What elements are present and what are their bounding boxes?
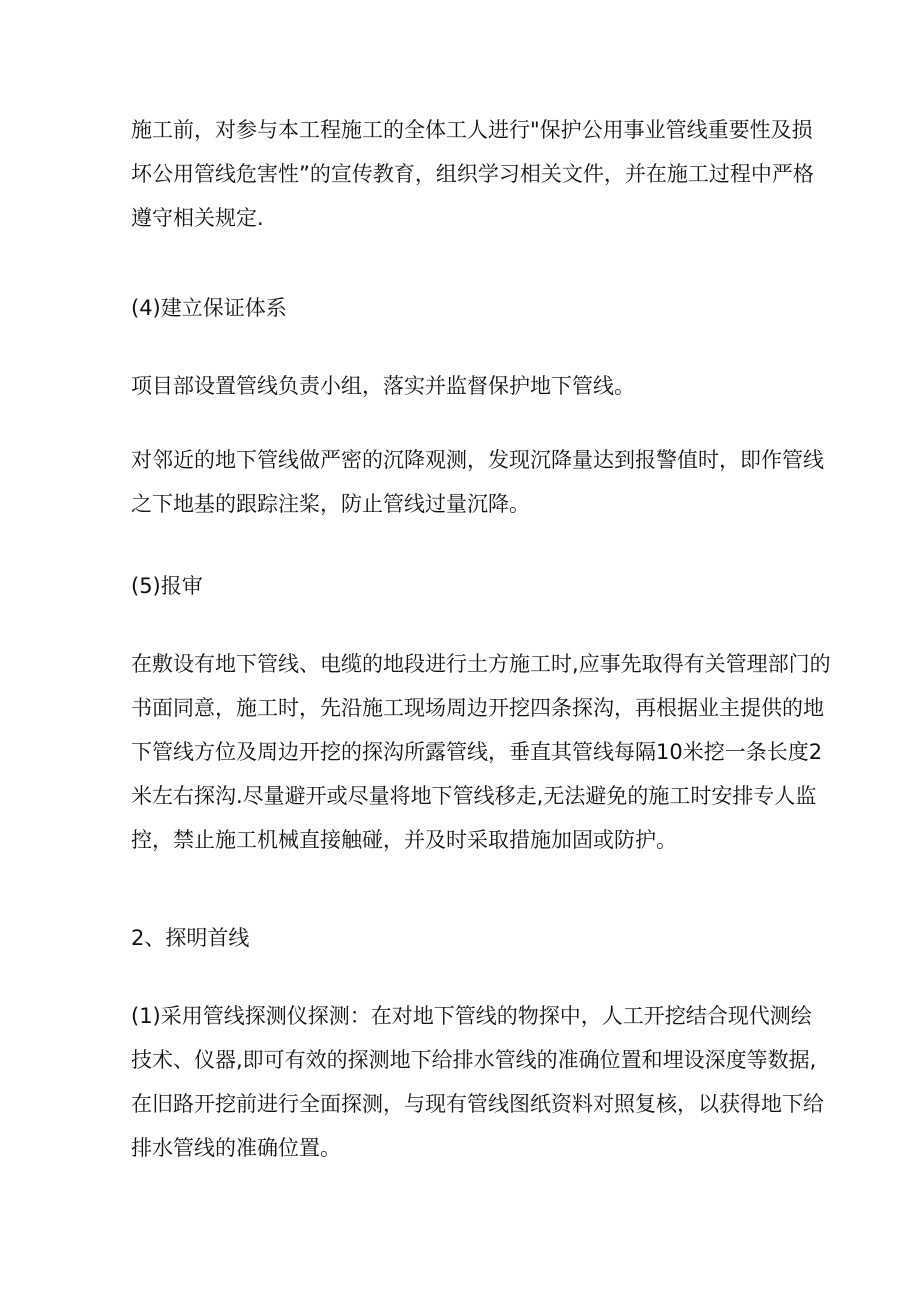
text-line: 坏公用管线危害性”的宣传教育，组织学习相关文件，并在施工过程中严格 bbox=[131, 162, 814, 186]
section-5-paragraph bbox=[131, 642, 831, 862]
text-line: 控，禁止施工机械直接触碰，并及时采取措施加固或防护。 bbox=[131, 828, 677, 852]
text-line: 之下地基的跟踪注桨，防止管线过量沉降。 bbox=[131, 492, 530, 516]
part-2-heading: 2、探明首线 bbox=[131, 926, 250, 950]
section-4-paragraph-2 bbox=[131, 438, 824, 526]
text-line: 技术、仪器,即可有效的探测地下给排水管线的准确位置和埋设深度等数据, bbox=[131, 1048, 817, 1072]
part-2-paragraph bbox=[131, 994, 824, 1170]
intro-paragraph bbox=[131, 108, 814, 240]
text-line: 对邻近的地下管线做严密的沉降观测，发现沉降量达到报警值时，即作管线 bbox=[131, 448, 824, 472]
text-line: 排水管线的准确位置。 bbox=[131, 1136, 341, 1160]
text-line: 在敷设有地下管线、电缆的地段进行土方施工时,应事先取得有关管理部门的 bbox=[131, 652, 831, 676]
text-line: 书面同意，施工时，先沿施工现场周边开挖四条探沟，再根据业主提供的地 bbox=[131, 696, 824, 720]
section-4-paragraph-1 bbox=[131, 364, 795, 408]
text-line: 米左右探沟.尽量避开或尽量将地下管线移走,无法避免的施工时安排专人监 bbox=[131, 784, 817, 808]
text-line: 在旧路开挖前进行全面探测，与现有管线图纸资料对照复核，以获得地下给 bbox=[131, 1092, 824, 1116]
text-line: 施工前，对参与本工程施工的全体工人进行"保护公用事业管线重要性及损 bbox=[131, 118, 813, 142]
text-line: 下管线方位及周边开挖的探沟所露管线，垂直其管线每隔10米挖一条长度2 bbox=[131, 740, 823, 764]
section-5-heading: (5)报审 bbox=[131, 574, 203, 598]
text-line: 项目部设置管线负责小组，落实并监督保护地下管线。 bbox=[131, 374, 635, 398]
text-line: (1)采用管线探测仪探测：在对地下管线的物探中，人工开挖结合现代测绘 bbox=[131, 1004, 812, 1028]
text-line: 遵守相关规定. bbox=[131, 206, 264, 230]
section-4-heading: (4)建立保证体系 bbox=[131, 296, 287, 320]
